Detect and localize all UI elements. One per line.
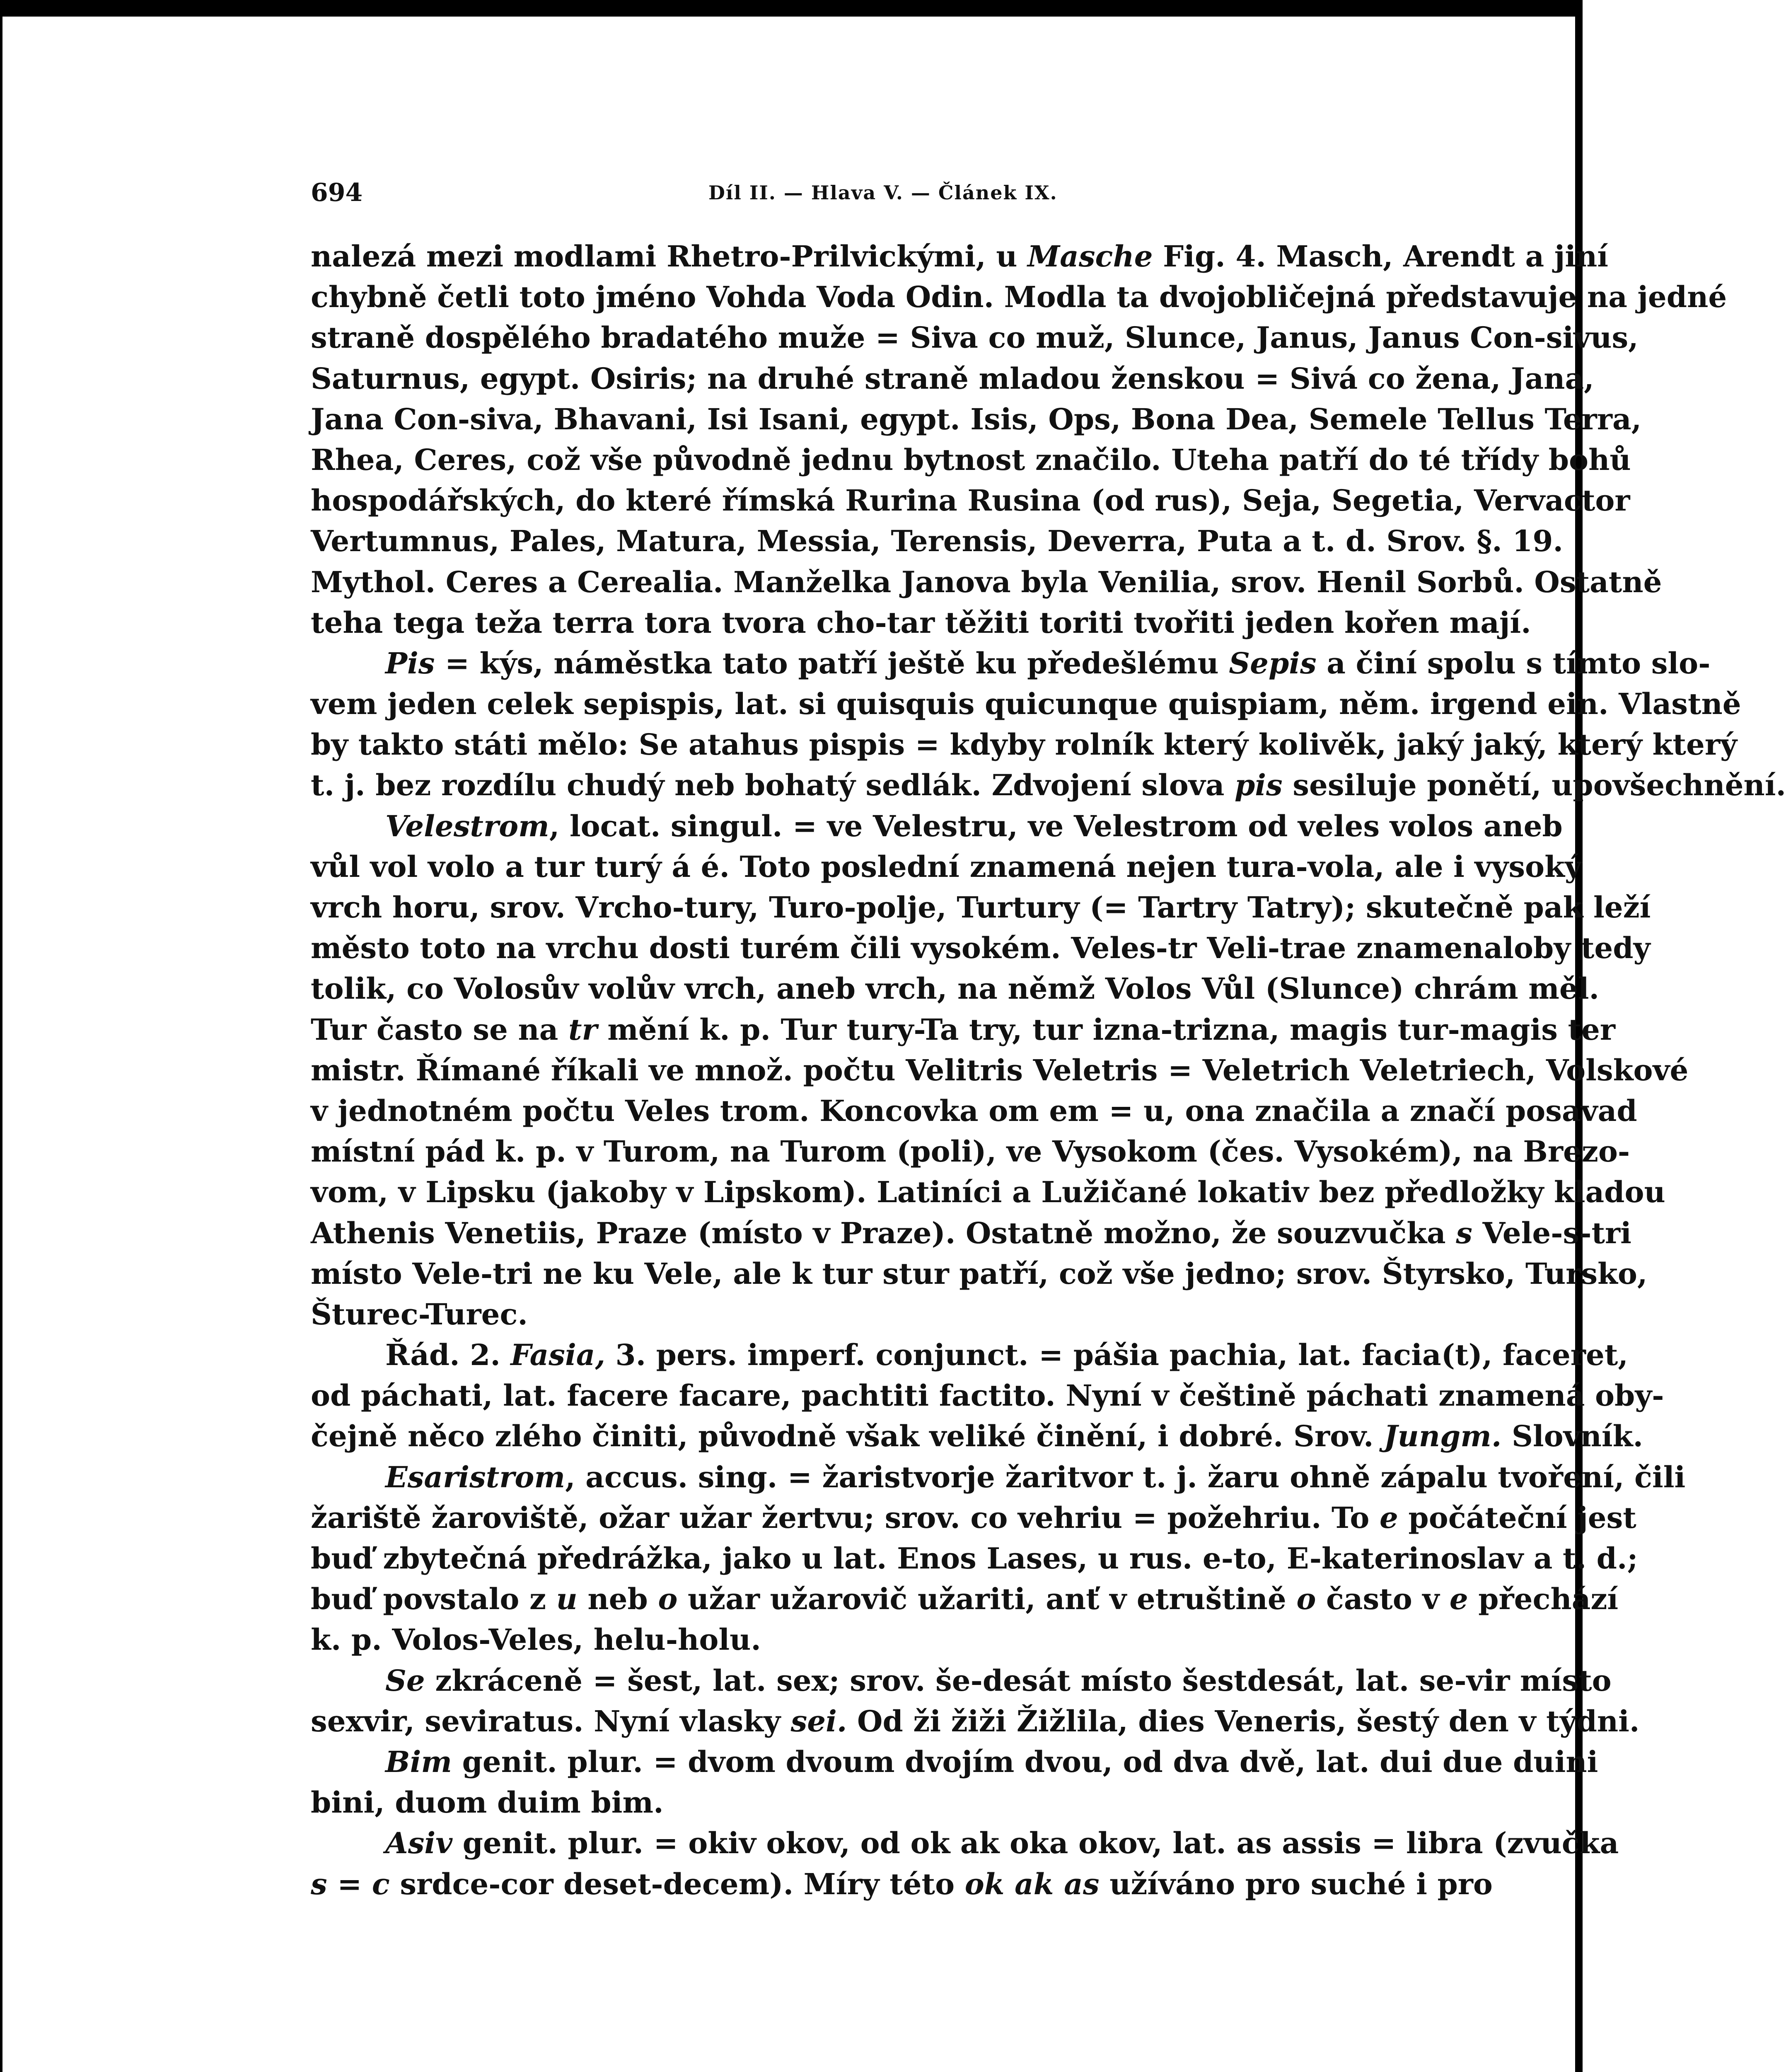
text-line <box>311 480 1630 521</box>
italic-term: pis <box>1234 768 1283 803</box>
text-line <box>311 1457 1686 1498</box>
text-line <box>311 968 1600 1009</box>
text-run: užíváno pro suché i pro <box>1099 1866 1493 1901</box>
text-run: často v <box>1316 1582 1450 1617</box>
text-run: Od ži žiži Žižlila, dies Veneris, šestý den v týdni. <box>847 1704 1640 1738</box>
text-line <box>311 1050 1689 1091</box>
text-run: vrch horu, srov. Vrcho-tury, Turo-polje, Turtury (= Tartry Tatry); skutečně pak leží <box>311 890 1651 925</box>
italic-term: u <box>556 1582 578 1617</box>
text-line <box>311 1498 1636 1538</box>
text-run: žariště žaroviště, ožar užar žertvu; srov. co vehriu = požehriu. To <box>311 1500 1380 1535</box>
text-line <box>311 399 1642 440</box>
text-run: by takto státi mělo: Se atahus pispis = kdyby rolník který kolivěk, jaký jaký, který který <box>311 727 1737 762</box>
text-run: straně dospělého bradatého muže = Siva co muž, Slunce, Janus, Janus Con-sivus, <box>311 320 1639 355</box>
italic-term: ok ak as <box>964 1866 1100 1901</box>
text-line <box>311 1742 1598 1782</box>
text-line <box>311 1661 1612 1701</box>
text-run: Rhea, Ceres, což vše původně jednu bytnost značilo. Uteha patří do té třídy bohů <box>311 442 1631 477</box>
text-run: v jednotném počtu Veles trom. Koncovka om em = u, ona značila a značí posavad <box>311 1093 1637 1128</box>
italic-term: e <box>1449 1582 1468 1617</box>
text-run: počáteční jest <box>1398 1500 1636 1535</box>
text-run: přechází <box>1468 1582 1619 1617</box>
italic-term: Bim <box>385 1744 452 1779</box>
italic-term: sei. <box>790 1704 847 1738</box>
text-run: vůl vol volo a tur turý á é. Toto poslední znamená nejen tura-vola, ale i vysoký <box>311 849 1582 884</box>
text-line <box>311 1701 1640 1742</box>
text-run: Mythol. Ceres a Cerealia. Manželka Janova byla Venilia, srov. Henil Sorbů. Ostatně <box>311 564 1662 599</box>
text-run: buď povstalo z <box>311 1582 556 1617</box>
text-run: hospodářských, do které římská Rurina Rusina (od rus), Seja, Segetia, Vervactor <box>311 483 1630 518</box>
italic-term: Fasia, <box>510 1338 605 1372</box>
text-run: čejně něco zlého činiti, původně však veliké činění, i dobré. Srov. <box>311 1419 1384 1454</box>
text-line <box>311 317 1639 358</box>
text-run: , locat. singul. = ve Velestru, ve Velestrom od veles volos aneb <box>549 808 1563 843</box>
italic-term: o <box>1296 1582 1316 1617</box>
italic-term: Sepis <box>1229 646 1317 680</box>
italic-term: Jungm. <box>1384 1419 1502 1454</box>
italic-term: e <box>1380 1500 1398 1535</box>
text-line <box>311 603 1531 643</box>
text-run: Vertumnus, Pales, Matura, Messia, Terensis, Deverra, Puta a t. d. Srov. §. 19. <box>311 524 1563 559</box>
italic-term: s <box>311 1866 327 1901</box>
text-line <box>311 440 1631 480</box>
text-line <box>311 1619 1487 1660</box>
italic-term: Velestrom <box>385 808 549 843</box>
italic-term: Masche <box>1027 239 1153 274</box>
text-line <box>311 928 1651 968</box>
running-head: Díl II. — Hlava V. — Článek IX. <box>708 182 1058 204</box>
text-line <box>311 1823 1619 1864</box>
text-line <box>311 1335 1628 1375</box>
text-line <box>311 1294 1487 1335</box>
text-run: vom, v Lipsku (jakoby v Lipskom). Latiníci a Lužičané lokativ bez předložky kladou <box>311 1175 1665 1210</box>
text-line <box>311 1172 1665 1213</box>
italic-term: Esaristrom <box>385 1460 566 1494</box>
text-run: nalezá mezi modlami Rhetro-Prilvickými, u <box>311 239 1028 274</box>
text-run: místo Vele-tri ne ku Vele, ale k tur stur patří, což vše jedno; srov. Štyrsko, Tursko, <box>311 1256 1648 1291</box>
text-run: Jana Con-siva, Bhavani, Isi Isani, egypt. Isis, Ops, Bona Dea, Semele Tellus Terra, <box>311 402 1642 436</box>
text-line <box>311 887 1651 928</box>
page-number: 694 <box>311 178 363 207</box>
page-header <box>311 178 1487 211</box>
text-run: srdce-cor deset-decem). Míry této <box>389 1866 965 1901</box>
italic-term: tr <box>568 1012 597 1047</box>
italic-term: Asiv <box>385 1826 453 1861</box>
scan-border-left <box>0 0 2 2072</box>
text-run: = <box>327 1866 372 1901</box>
text-line <box>311 1213 1631 1254</box>
text-line <box>311 765 1786 806</box>
text-run: chybně četli toto jméno Vohda Voda Odin. Modla ta dvojobličejná představuje na jedné <box>311 280 1727 315</box>
text-line <box>311 806 1563 847</box>
text-run: , accus. sing. = žaristvorje žaritvor t. j. žaru ohně zápalu tvoření, čili <box>565 1460 1686 1494</box>
text-run: Vele-s-tri <box>1472 1215 1631 1250</box>
text-run: Fig. 4. Masch, Arendt a jiní <box>1153 239 1609 274</box>
text-line <box>311 562 1662 603</box>
text-line <box>311 724 1737 765</box>
text-run: Řád. 2. <box>385 1338 511 1372</box>
text-run: neb <box>577 1582 658 1617</box>
text-run: od páchati, lat. facere facare, pachtiti factito. Nyní v češtině páchati znamená oby- <box>311 1378 1664 1413</box>
text-run: město toto na vrchu dosti turém čili vysokém. Veles-tr Veli-trae znamenaloby tedy <box>311 931 1651 966</box>
text-run: k. p. Volos-Veles, helu-holu. <box>311 1622 761 1657</box>
text-run: místní pád k. p. v Turom, na Turom (poli), ve Vysokom (čes. Vysokém), na Brezo- <box>311 1134 1630 1169</box>
text-run: teha tega teža terra tora tvora cho-tar těžiti toriti tvořiti jeden kořen mají. <box>311 605 1531 640</box>
text-run: Saturnus, egypt. Osiris; na druhé straně mladou ženskou = Sivá co žena, Jana, <box>311 361 1594 396</box>
italic-term: Pis <box>385 646 435 680</box>
text-run: mění k. p. Tur tury-Ta try, tur izna-trizna, magis tur-magis ter <box>597 1012 1616 1047</box>
text-line <box>311 684 1741 724</box>
text-line <box>311 521 1563 562</box>
text-line <box>311 643 1711 684</box>
text-line <box>311 1782 1487 1823</box>
italic-term: o <box>658 1582 678 1617</box>
text-run: t. j. bez rozdílu chudý neb bohatý sedlák. Zdvojení slova <box>311 768 1235 803</box>
text-run: Tur často se na <box>311 1012 568 1047</box>
text-run: tolik, co Volosův volův vrch, aneb vrch, na němž Volos Vůl (Slunce) chrám měl. <box>311 971 1600 1006</box>
text-line <box>311 277 1727 317</box>
text-run: genit. plur. = okiv okov, od ok ak oka okov, lat. as assis = libra (zvučka <box>452 1826 1619 1861</box>
text-line <box>311 1416 1643 1457</box>
italic-term: s <box>1456 1215 1472 1250</box>
text-run: buď zbytečná předrážka, jako u lat. Enos Lases, u rus. e-to, E-katerinoslav a t. d.; <box>311 1541 1638 1576</box>
text-line <box>311 1579 1619 1619</box>
text-run: bini, duom duim bim. <box>311 1785 664 1820</box>
text-run: = kýs, náměstka tato patří ještě ku předešlému <box>435 646 1229 680</box>
italic-term: Se <box>385 1663 425 1698</box>
text-run: Slovník. <box>1501 1419 1643 1454</box>
text-line <box>311 1254 1648 1294</box>
text-run: sesiluje ponětí, upovšechnění. <box>1282 768 1786 803</box>
text-run: užar užarovič užariti, anť v etruštině <box>677 1582 1297 1617</box>
text-line <box>311 1091 1637 1131</box>
text-run: sexvir, seviratus. Nyní vlasky <box>311 1704 791 1738</box>
text-line <box>311 236 1609 277</box>
text-run: genit. plur. = dvom dvoum dvojím dvou, od dva dvě, lat. dui due duini <box>452 1744 1598 1779</box>
text-run: 3. pers. imperf. conjunct. = pášia pachia, lat. facia(t), faceret, <box>605 1338 1628 1372</box>
text-line <box>311 1375 1664 1416</box>
text-line <box>311 1864 1493 1905</box>
text-run: vem jeden celek sepispis, lat. si quisquis quicunque quispiam, něm. irgend ein. Vlastně <box>311 687 1741 721</box>
text-run: a činí spolu s tímto slo- <box>1316 646 1711 680</box>
text-run: Šturec-Turec. <box>311 1297 528 1331</box>
text-run: mistr. Římané říkali ve množ. počtu Velitris Veletris = Veletrich Veletriech, Volskové <box>311 1053 1689 1087</box>
text-line <box>311 1538 1638 1579</box>
text-line <box>311 1009 1616 1050</box>
text-line <box>311 847 1582 887</box>
scan-border-top <box>0 0 1583 17</box>
body-text <box>311 236 1786 1905</box>
italic-term: c <box>372 1866 390 1901</box>
text-line <box>311 358 1594 399</box>
text-run: Athenis Venetiis, Praze (místo v Praze). Ostatně možno, že souzvučka <box>311 1215 1456 1250</box>
text-line <box>311 1131 1630 1172</box>
text-run: zkráceně = šest, lat. sex; srov. še-desát místo šestdesát, lat. se-vir místo <box>425 1663 1612 1698</box>
